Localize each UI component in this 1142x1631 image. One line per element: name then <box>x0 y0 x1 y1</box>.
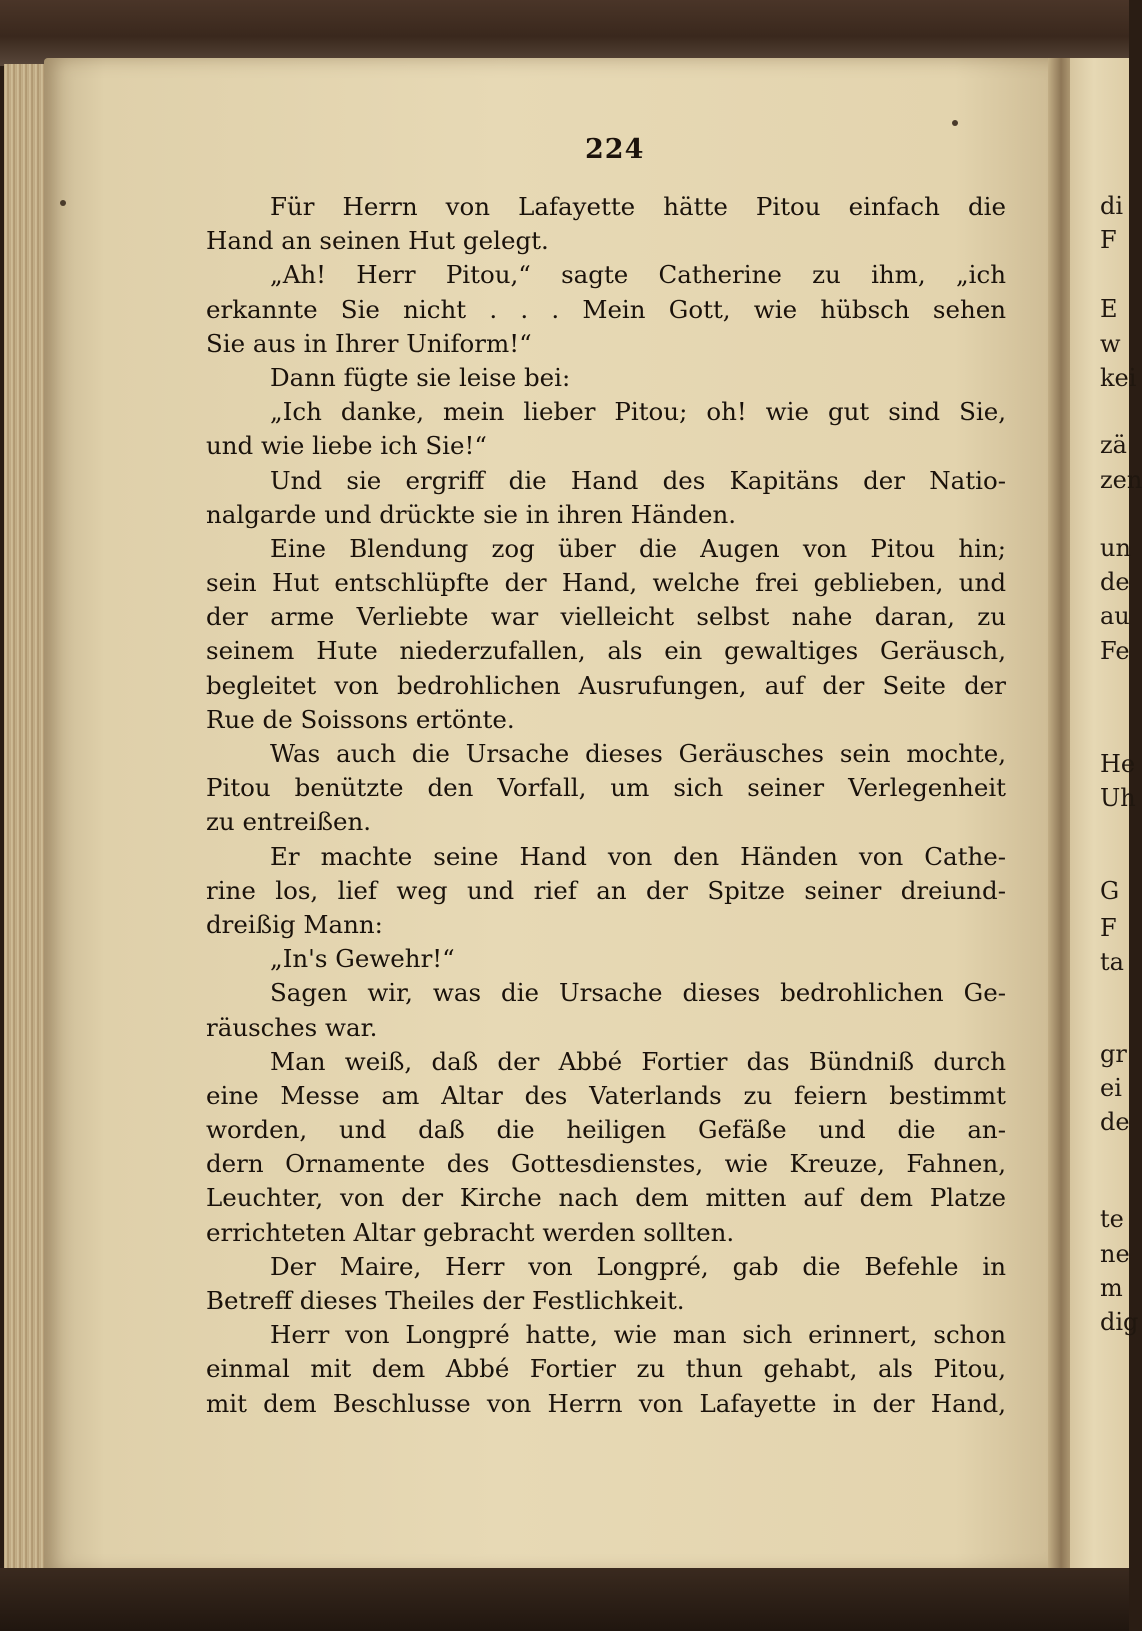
text-line: Leuchter, von der Kirche nach dem mitten auf dem Platze <box>206 1183 1006 1213</box>
text-line: rine los, lief weg und rief an der Spitze seiner dreiund- <box>206 875 1006 905</box>
facing-page-fragment: zä <box>1100 431 1127 459</box>
page-edges <box>4 64 48 1568</box>
text-line: Herr von Longpré hatte, wie man sich erinnert, schon <box>270 1320 1006 1350</box>
text-line: „In's Gewehr!“ <box>270 944 455 974</box>
text-line: errichteten Altar gebracht werden sollten. <box>206 1217 735 1247</box>
text-line: und wie liebe ich Sie!“ <box>206 431 487 461</box>
facing-page-fragment: kei <box>1100 364 1137 392</box>
text-line: Eine Blendung zog über die Augen von Pitou hin; <box>270 533 1006 563</box>
facing-page-fragment: de <box>1100 568 1130 596</box>
facing-page-fragment: un <box>1100 534 1131 562</box>
text-line: zu entreißen. <box>206 807 372 837</box>
text-line: Pitou benützte den Vorfall, um sich seiner Verlegenheit <box>206 773 1006 803</box>
book-cover-bottom-edge <box>0 1568 1129 1631</box>
facing-page-fragment: dig <box>1100 1308 1139 1336</box>
text-line: worden, und daß die heiligen Gefäße und die an- <box>206 1115 1006 1145</box>
facing-page-fragment: de <box>1100 1108 1130 1136</box>
facing-page-fragment: ne <box>1100 1240 1130 1268</box>
text-line: Man weiß, daß der Abbé Fortier das Bündniß durch <box>270 1046 1006 1076</box>
text-line: einmal mit dem Abbé Fortier zu thun gehabt, als Pitou, <box>206 1354 1006 1384</box>
facing-page-fragment: F <box>1100 914 1117 942</box>
facing-page-fragment: te <box>1100 1205 1124 1233</box>
text-line: Und sie ergriff die Hand des Kapitäns der Natio- <box>270 465 1006 495</box>
body-text <box>206 190 1006 1421</box>
facing-page-fragment: Fe <box>1100 637 1130 665</box>
text-line: Er machte seine Hand von den Händen von Cathe- <box>270 841 1006 871</box>
facing-page-fragment: He <box>1100 750 1136 778</box>
facing-page-fragment: F <box>1100 226 1117 254</box>
page-number: 224 <box>585 134 645 165</box>
book-cover-top-edge <box>0 0 1129 66</box>
facing-page-fragment: zen <box>1100 466 1142 494</box>
facing-page-fragment: w <box>1100 330 1121 358</box>
text-line: begleitet von bedrohlichen Ausrufungen, auf der Seite der <box>206 670 1006 700</box>
paper-stain <box>952 120 958 126</box>
facing-page-fragment: di <box>1100 192 1124 220</box>
text-line: der arme Verliebte war vielleicht selbst nahe daran, zu <box>206 602 1006 632</box>
facing-page-fragment: ei <box>1100 1074 1122 1102</box>
text-line: Hand an seinen Hut gelegt. <box>206 226 549 256</box>
facing-page-fragment: m <box>1100 1274 1123 1302</box>
text-line: Dann fügte sie leise bei: <box>270 362 571 392</box>
text-line: Der Maire, Herr von Longpré, gab die Befehle in <box>270 1251 1006 1281</box>
text-line: nalgarde und drückte sie in ihren Händen. <box>206 499 737 529</box>
text-line: „Ich danke, mein lieber Pitou; oh! wie gut sind Sie, <box>270 397 1006 427</box>
text-line: mit dem Beschlusse von Herrn von Lafayette in der Hand, <box>206 1388 1006 1418</box>
text-line: dern Ornamente des Gottesdienstes, wie Kreuze, Fahnen, <box>206 1149 1006 1179</box>
text-line: sein Hut entschlüpfte der Hand, welche frei geblieben, und <box>206 568 1006 598</box>
text-line: erkannte Sie nicht . . . Mein Gott, wie hübsch sehen <box>206 294 1006 324</box>
text-line: Sagen wir, was die Ursache dieses bedrohlichen Ge- <box>270 978 1006 1008</box>
paper-stain <box>60 200 66 206</box>
text-line: dreißig Mann: <box>206 909 383 939</box>
facing-page-fragment: Uh <box>1100 784 1136 812</box>
text-line: Sie aus in Ihrer Uniform!“ <box>206 328 532 358</box>
facing-page-fragment: ta <box>1100 948 1124 976</box>
facing-page-fragment: E <box>1100 295 1118 323</box>
text-line: eine Messe am Altar des Vaterlands zu feiern bestimmt <box>206 1080 1006 1110</box>
text-line: Für Herrn von Lafayette hätte Pitou einfach die <box>270 192 1006 221</box>
text-line: seinem Hute niederzufallen, als ein gewaltiges Geräusch, <box>206 636 1006 666</box>
text-line: Was auch die Ursache dieses Geräusches sein mochte, <box>270 739 1006 768</box>
text-line: Betreff dieses Theiles der Festlichkeit. <box>206 1286 685 1315</box>
text-line: räusches war. <box>206 1012 378 1042</box>
facing-page-fragment: G <box>1100 877 1120 905</box>
text-line: Rue de Soissons ertönte. <box>206 704 515 734</box>
facing-page-fragment: au <box>1100 602 1130 630</box>
text-line: „Ah! Herr Pitou,“ sagte Catherine zu ihm, „ich <box>270 260 1006 290</box>
right-page <box>1070 58 1129 1574</box>
facing-page-fragment: gr <box>1100 1040 1127 1068</box>
